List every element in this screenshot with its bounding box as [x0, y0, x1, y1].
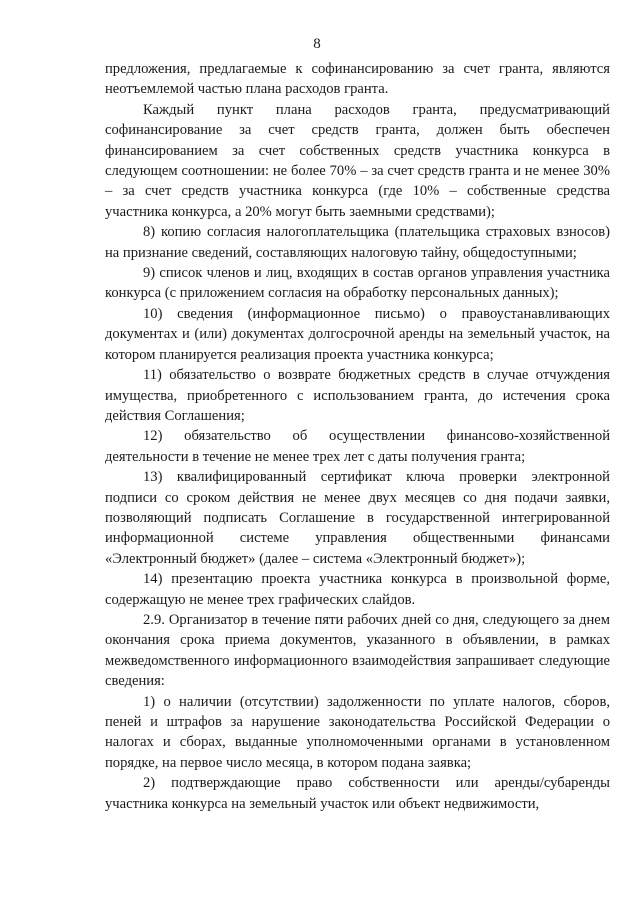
list-item-8: 8) копию согласия налогоплательщика (плательщика страховых взносов) на признание сведений, составляющих налоговую тайну, общедоступными;	[105, 224, 610, 261]
page-number: 8	[313, 36, 321, 52]
document-body	[105, 59, 610, 814]
paragraph-continuation: предложения, предлагаемые к софинансированию за счет гранта, являются неотъемлемой частью плана расходов гранта.	[105, 61, 610, 98]
list-item-10: 10) сведения (информационное письмо) о правоустанавливающих документах и (или) документах долгосрочной аренды на земельный участок, на котором планируется реализация проекта участника конкурса;	[105, 305, 610, 363]
request-item-1: 1) о наличии (отсутствии) задолженности по уплате налогов, сборов, пеней и штрафов за нарушение законодательства Российской Федерации о налогах и сборах, выданные уполномоченными органами в установленном порядке, на первое число месяца, в котором подана заявка;	[105, 693, 610, 771]
section-2-9: 2.9. Организатор в течение пяти рабочих дней со дня, следующего за днем окончания срока приема документов, указанного в объявлении, в рамках межведомственного информационного взаимодействия запрашивает следующие сведения:	[105, 611, 610, 690]
list-item-14: 14) презентацию проекта участника конкурса в произвольной форме, содержащую не менее трех графических слайдов.	[105, 571, 610, 608]
list-item-12: 12) обязательство об осуществлении финансово-хозяйственной деятельности в течение не менее трех лет с даты получения гранта;	[105, 428, 610, 465]
list-item-9: 9) список членов и лиц, входящих в состав органов управления участника конкурса (с приложением согласия на обработку персональных данных);	[105, 265, 610, 302]
request-item-2: 2) подтверждающие право собственности или аренды/субаренды участника конкурса на земельный участок или объект недвижимости,	[105, 775, 610, 812]
list-item-13: 13) квалифицированный сертификат ключа проверки электронной подписи со сроком действия не менее двух месяцев со дня подачи заявки, позволяющий подписать Соглашение в государственной интегрированной информационной системе управления общественными финансами «Электронный бюджет» (далее – система «Электронный бюджет»);	[105, 469, 610, 567]
list-item-11: 11) обязательство о возврате бюджетных средств в случае отчуждения имущества, приобретенного с использованием гранта, до истечения срока действия Соглашения;	[105, 367, 610, 424]
paragraph-cofinancing-ratio: Каждый пункт плана расходов гранта, предусматривающий софинансирование за счет средств гранта, должен быть обеспечен финансированием за счет собственных средств участника конкурса в следующем соотношении: не более 70% – за счет средств гранта и не менее 30% – за счет средств участника конкурса (где 10% – собственные средства участника конкурса, а 20% могут быть заемными средствами);	[105, 101, 610, 220]
